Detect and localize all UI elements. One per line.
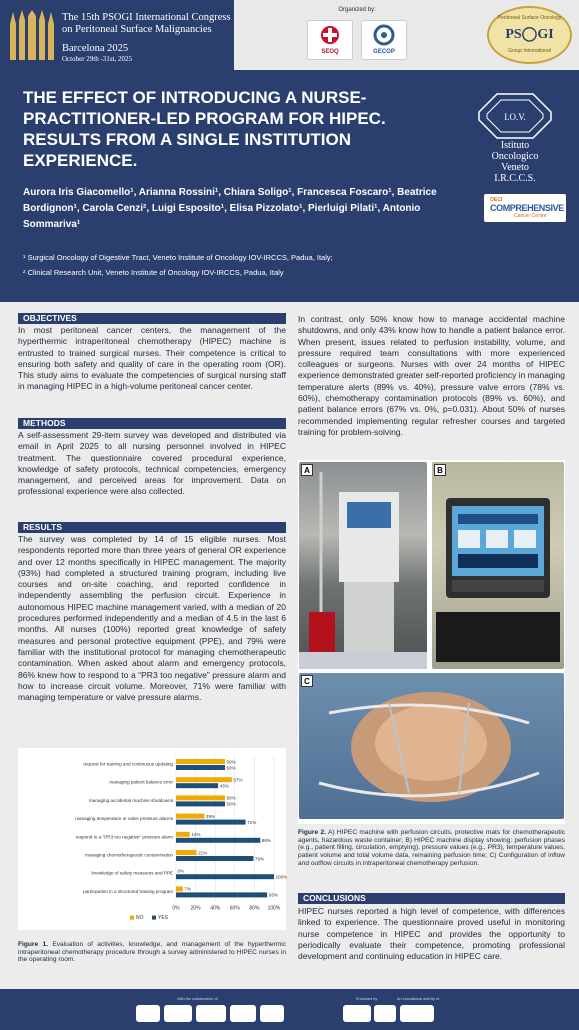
svg-text:I.O.V.: I.O.V. (504, 112, 526, 122)
seoq-logo: SEOQ (307, 20, 353, 60)
panel-a-tag: A (301, 464, 313, 476)
results-text-continued: In contrast, only 50% know how to manage accidental machine shutdowns, and only 43% know how to handle a patient balance error. When present, issues related to perfusion instability, volume, and pressure required team consultations with more experienced colleagues or surgeons. Nurses with over 24 months of HIPEC experience demonstrated greater self-reported proficiency in managing temperature alerts (89% vs. 40%), pressure valve errors (78% vs. 60%), chemotherapy contamination protocols (89% vs. 60%), and patient balance errors (67% vs. 0%, p=0.031). About 50% of nurses recommended implementing regular refresher courses and targeted training for problem-solving. (298, 314, 565, 437)
conclusions-text: HIPEC nurses reported a high level of competence, with differences linked to experience. The questionnaire proved useful in monitoring nurse competence in HIPEC and provides the opportunity to periodically evaluate their competence, promoting professional development and continuing education in HIPEC care. (298, 906, 565, 962)
data-label: 50% (226, 759, 236, 765)
bar-yes (176, 838, 260, 843)
bar-yes (176, 765, 225, 770)
poster-header (0, 70, 579, 302)
category-label: request for training and continuous updating (83, 761, 173, 767)
author-list: Aurora Iris Giacomello¹, Arianna Rossini¹, Chiara Soligo¹, Francesca Foscaro¹, Beatrice Bordignon¹, Carola Cenzi², Luigi Esposito¹, Elisa Pizzolato¹, Pierluigi Pilati¹, Antonio Sommariva¹ (23, 187, 437, 230)
educational-activity-label: An educational activity of (397, 997, 440, 1001)
methods-heading: METHODS (18, 418, 286, 429)
top-banner (0, 0, 579, 70)
data-label: 100% (275, 874, 288, 880)
sponsor-logo-5 (260, 1005, 284, 1022)
x-tick-label: 20% (190, 905, 201, 912)
congress-name: The 15th PSOGI International Congress on Peritoneal Surface Malignancies (62, 12, 231, 35)
data-label: 43% (219, 783, 229, 789)
sponsor-logo-1 (136, 1005, 160, 1022)
endorser-logo-2 (374, 1005, 396, 1022)
bar-no (176, 814, 204, 819)
collaboration-label: With the collaboration of (177, 997, 218, 1001)
educational-logo (400, 1005, 434, 1022)
congress-block (0, 0, 234, 70)
methods-text: A self-assessment 29-item survey was developed and distributed via email in April 2025 to all nursing personnel involved in HIPEC treatment. The questionnaire covered procedural experience, knowledge of safety protocols, technical competencies, emergency management, and perceived areas for improvement. Data on professional experience were also collected. (18, 430, 286, 497)
iov-emblem-icon (477, 92, 553, 140)
category-label: participation in a structured training program (83, 888, 173, 894)
bar-chart (18, 748, 286, 930)
results-heading: RESULTS (18, 522, 286, 533)
x-tick-label: 60% (229, 905, 240, 912)
bar-no (176, 832, 190, 837)
objectives-text: In most peritoneal cancer centers, the management of the hyperthermic intraperitoneal chemotherapy (HIPEC) machine is entrusted to trained surgical nurses. Their competence is critical to ensuring both safety and quality of care in the operating room (OR). This study aims to evaluate the competencies of surgical nursing staff in managing HIPEC in a high-volume peritoneal cancer center. (18, 325, 286, 392)
data-label: 50% (226, 795, 236, 801)
data-label: 50% (226, 765, 236, 771)
data-label: 57% (233, 777, 243, 783)
organized-by-label: Organized by: (338, 7, 376, 13)
organizers-block (234, 0, 480, 70)
bar-no (176, 777, 232, 782)
data-label: 50% (226, 801, 236, 807)
affiliation-2: ² Clinical Research Unit, Veneto Institute of Oncology IOV-IRCCS, Padua, Italy (23, 268, 284, 277)
oeci-logo: OECI COMPREHENSIVE Cancer Centre (484, 194, 566, 222)
affiliation-1: ¹ Surgical Oncology of Digestive Tract, Veneto Institute of Oncology IOV-IRCCS, Padua, Italy; (23, 253, 333, 262)
congress-city: Barcelona 2025 (62, 43, 129, 54)
bar-yes (176, 801, 225, 806)
results-text: The survey was completed by 14 of 15 eligible nurses. Most respondents reported more than three years of general OR experience and over 12 months specifically in HIPEC management. The majority (93%) had completed a structured training program, including live courses and on-site coaching, and reported confidence in independently assembling the perfusion circuit. Experience in autonomous HIPEC machine management varied, with a median of 20 procedures performed independently and a median of 4.5 in the last 6 months. All nurses (100%) reported great knowledge of safety measures and personal protective equipment (PPE), and 79% were familiar with the institutional protocol for managing chemotherapeutic contamination. When asked about alarm and emergency protocols, 86% knew how to respond to a “PR3 too negative” pressure alarm and how to increase circuit volume. Moreover, 71% were familiar with managing temperature or valve pressure alarms. (18, 534, 286, 703)
panel-b-tag: B (434, 464, 446, 476)
affiliations (23, 250, 463, 280)
psogi-logo: Peritoneal Surface Oncology PS◯GI Group International (487, 6, 572, 64)
bar-yes (176, 892, 267, 897)
photo-b-machine-display (432, 462, 564, 669)
category-label: managing temperature or valve pressure alarms (75, 816, 173, 822)
objectives-heading: OBJECTIVES (18, 313, 286, 324)
category-label: managing accidental machine shutdowns (88, 797, 173, 803)
category-label: knowledge of safety measures and PPE (91, 870, 173, 876)
bar-no (176, 795, 225, 800)
bar-no (176, 850, 197, 855)
category-label: managing chemotherapeutic contamination (85, 852, 173, 858)
data-label: 71% (247, 819, 257, 825)
sponsor-logo-2 (164, 1005, 192, 1022)
bar-yes (176, 856, 253, 861)
x-tick-label: 100% (267, 905, 281, 912)
x-tick-label: 80% (249, 905, 260, 912)
data-label: 21% (198, 850, 208, 856)
x-tick-label: 0% (172, 905, 180, 912)
data-label: 29% (205, 813, 216, 819)
endorsed-label: Endorsed by (356, 997, 378, 1001)
sponsor-footer (0, 989, 579, 1030)
panel-c-tag: C (301, 675, 313, 687)
data-label: 79% (254, 856, 265, 862)
data-label: 86% (261, 838, 271, 844)
legend-label-no: NO (136, 915, 144, 922)
legend-swatch-no (130, 916, 134, 920)
figure-1-caption: Figure 1. Evaluation of activities, knowledge, and management of the hyperthermic intraperitoneal chemotherapy procedure through a survey administered to HIPEC nurses in the operating room. (18, 941, 286, 964)
bar-yes (176, 820, 246, 825)
bar-no (176, 759, 225, 764)
bar-yes (176, 874, 274, 879)
photo-c-circuits (299, 673, 564, 819)
category-label: managing patient balance error (109, 779, 173, 785)
conclusions-heading: CONCLUSIONS (298, 893, 565, 904)
iov-logo: I.O.V. Istituto Oncologico Veneto I.R.C.C.S. (465, 92, 565, 212)
data-label: 7% (184, 886, 192, 892)
data-label: 0% (177, 868, 185, 874)
legend-label-yes: YES (158, 915, 169, 922)
data-label: 93% (268, 892, 278, 898)
bar-no (176, 886, 183, 891)
sponsor-logo-3 (196, 1005, 226, 1022)
poster-title: THE EFFECT OF INTRODUCING A NURSE-PRACTITIONER-LED PROGRAM FOR HIPEC. RESULTS FROM A SINGLE INSTITUTION EXPERIENCE. (23, 88, 386, 170)
gecop-logo: GECOP (361, 20, 407, 60)
data-label: 14% (191, 832, 201, 838)
category-label: respond to a "PR3 too negative" pressure alarm (75, 834, 173, 840)
photo-a-hipec-machine (299, 462, 427, 669)
sponsor-logo-4 (230, 1005, 256, 1022)
figure-2-panel (298, 460, 565, 824)
figure-1-chart (18, 748, 286, 930)
figure-2-caption: Figure 2. A) HIPEC machine with perfusion circuits, protective mats for chemotherapeutic agents, hazardous waste container; B) HIPEC machine display showing: perfusion phases (e.g., patient filling, circulation, emptying), pressure values (e.g., PR3), temperature values, patient volume and total volume data, remaining perfusion time; C) Configuration of inflow and outflow circuits in intraperitoneal chemotherapy perfusion. (298, 829, 565, 867)
x-tick-label: 40% (210, 905, 221, 912)
legend-swatch-yes (152, 916, 156, 920)
bar-yes (176, 783, 218, 788)
congress-dates: October 29th -31st, 2025 (62, 55, 132, 63)
sagrada-familia-icon (6, 10, 60, 60)
endorser-logo-1 (343, 1005, 371, 1022)
